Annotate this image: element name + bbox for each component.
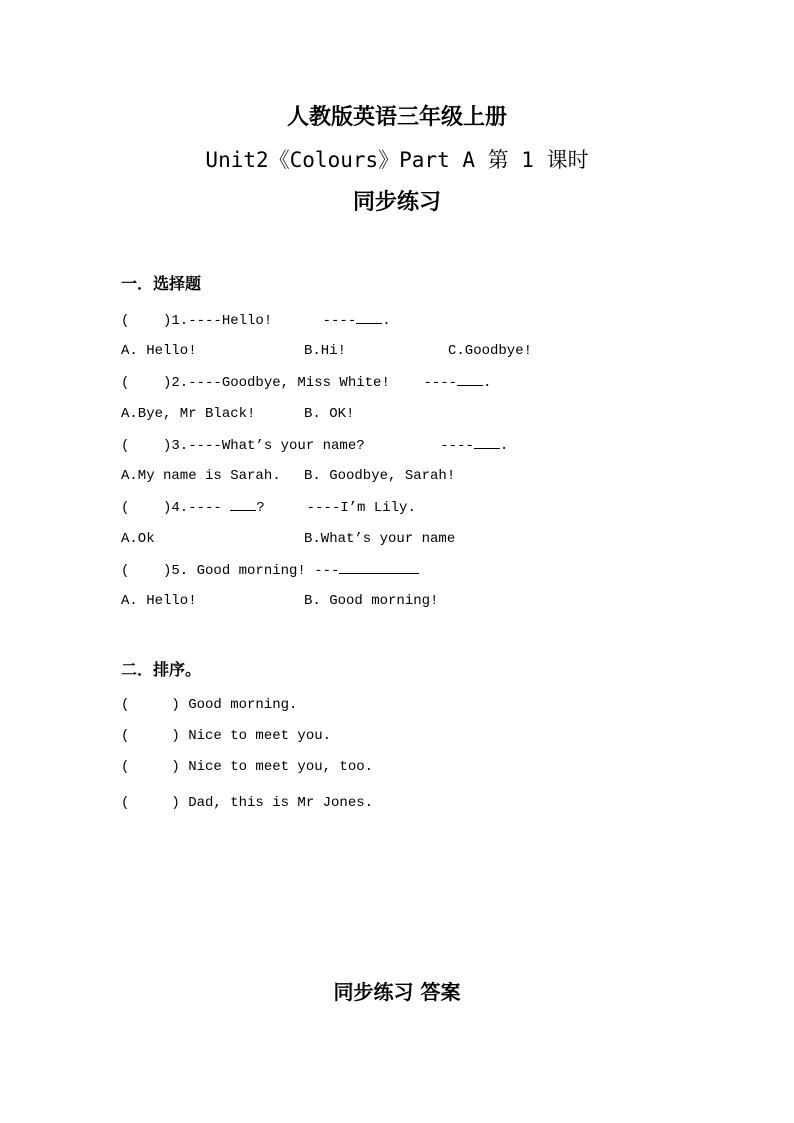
question-2-option-a: A.Bye, Mr Black! xyxy=(121,406,256,422)
question-4-stem: ( )4.---- xyxy=(121,500,231,516)
ordering-item-4: ( ) Dad, this is Mr Jones. xyxy=(121,795,374,811)
question-5-stem: ( )5. Good morning! --- xyxy=(121,563,340,579)
section-heading-multiple-choice: 一．选择题 xyxy=(121,274,202,293)
question-3 xyxy=(121,436,508,455)
question-5-option-b: B. Good morning! xyxy=(304,593,439,609)
question-1-option-c: C.Goodbye! xyxy=(448,343,533,359)
question-1-stem: ( )1.----Hello! ---- xyxy=(121,313,357,329)
question-5-option-a: A. Hello! xyxy=(121,593,197,609)
answer-blank[interactable] xyxy=(339,561,419,574)
ordering-item-1: ( ) Good morning. xyxy=(121,697,298,713)
question-3-option-b: B. Goodbye, Sarah! xyxy=(304,468,456,484)
question-2-option-b: B. OK! xyxy=(304,406,355,422)
question-1-option-b: B.Hi! xyxy=(304,343,347,359)
question-4-option-a: A.Ok xyxy=(121,531,155,547)
question-1 xyxy=(121,311,391,330)
question-3-stem: ( )3.----What’s your name? ---- xyxy=(121,438,474,454)
question-4-stem-end: ? ----I’m Lily. xyxy=(256,500,416,516)
worksheet-unit-title: Unit2《Colours》Part A 第 1 课时 xyxy=(205,148,589,172)
section-heading-ordering: 二．排序。 xyxy=(121,660,202,679)
answer-blank[interactable] xyxy=(474,436,500,449)
question-1-option-a: A. Hello! xyxy=(121,343,197,359)
worksheet-subtitle: 同步练习 xyxy=(352,189,441,215)
question-3-stem-end: . xyxy=(499,438,509,454)
question-5 xyxy=(121,561,419,580)
question-2 xyxy=(121,373,491,392)
answer-blank[interactable] xyxy=(230,498,256,511)
question-3-option-a: A.My name is Sarah. xyxy=(121,468,281,484)
question-2-stem-end: . xyxy=(483,375,492,391)
question-1-stem-end: . xyxy=(382,313,391,329)
ordering-item-2: ( ) Nice to meet you. xyxy=(121,728,332,744)
worksheet-title: 人教版英语三年级上册 xyxy=(286,104,507,130)
ordering-item-3: ( ) Nice to meet you, too. xyxy=(121,759,374,775)
answers-title: 同步练习 答案 xyxy=(333,980,461,1004)
question-4 xyxy=(121,498,416,517)
question-2-stem: ( )2.----Goodbye, Miss White! ---- xyxy=(121,375,458,391)
answer-blank[interactable] xyxy=(457,373,483,386)
answer-blank[interactable] xyxy=(356,311,382,324)
question-4-option-b: B.What’s your name xyxy=(304,531,456,547)
